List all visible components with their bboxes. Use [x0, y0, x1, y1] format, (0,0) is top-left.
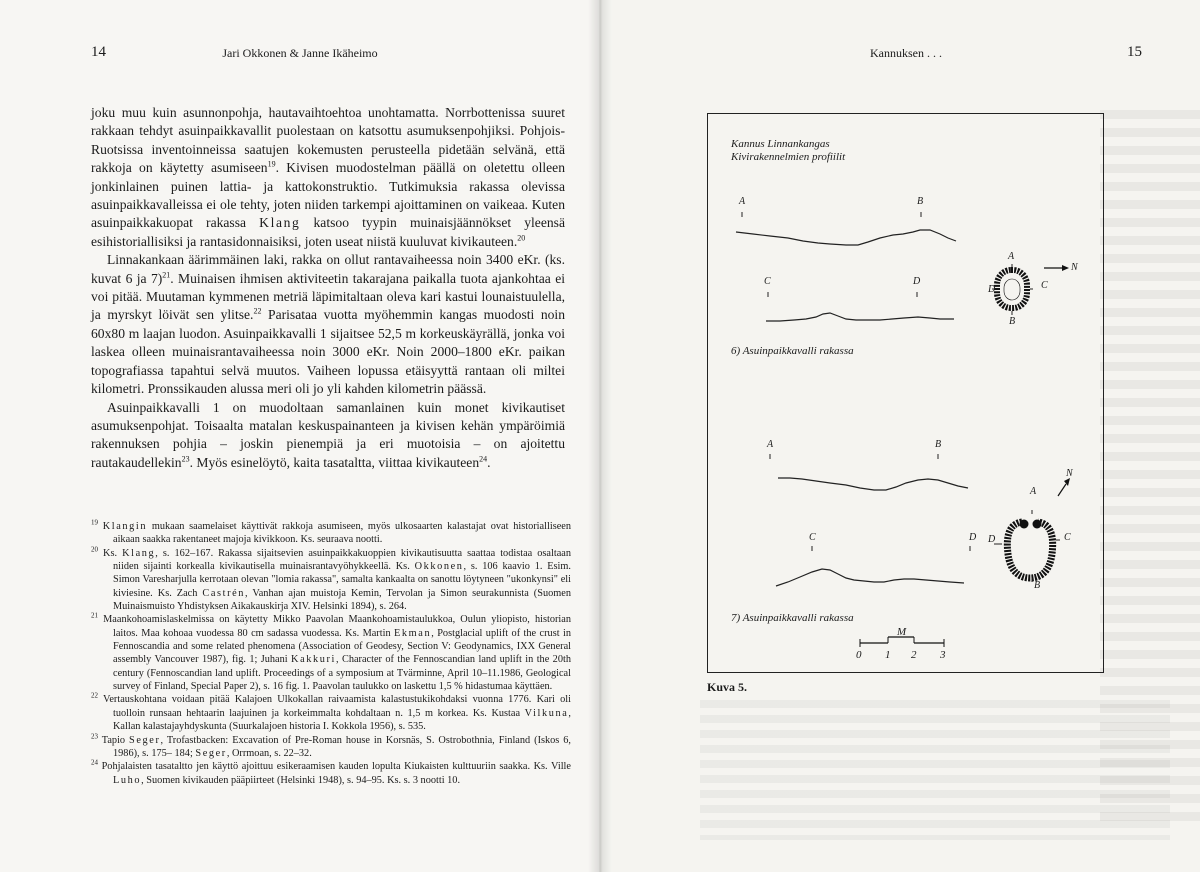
footnote-text-run: Klangin: [102, 521, 148, 532]
body-text-run: 20: [517, 233, 526, 243]
body-text-run: 22: [253, 306, 262, 316]
footnote-text-run: , Trofastbacken: Excavation of Pre-Roman house in Korsnäs, S. Ostrobothnia, Finland (Iskos 6, 1986), s. 175– 184;: [113, 734, 571, 759]
footnote-text-run: Ekman: [394, 627, 432, 639]
footnote-text-run: 24: [91, 758, 98, 767]
body-paragraph: [91, 104, 565, 251]
body-text-run: 19: [267, 159, 276, 169]
footnote-text-run: Maankohoamislaskelmissa on käytetty Mikko Paavolan Maankohoamistaulukkoa, Oulun yliopisto, historian laitos. Maa kohoaa vuodessa 80 cm sadassa vuodessa. Ks. Martin: [98, 614, 571, 639]
footnote: [91, 760, 571, 787]
fig6-plan-b: B: [1009, 316, 1016, 327]
footnote-text-run: Luho: [113, 774, 142, 786]
footnote-text-run: , s. 162–167. Rakassa sijaitsevien asuinpaikkakuoppien kivikautisuutta saattaa todistaa osaltaan niiden sijainti korkealla kivikautisella muinaisrantavyöhykkeellä. Ks.: [113, 547, 571, 573]
book-gutter: [588, 0, 612, 872]
figure-title-line2: Kivirakennelmien profiilit: [731, 151, 846, 163]
fig7-plan-c: C: [1064, 532, 1071, 543]
body-text: [91, 104, 565, 472]
footnote-text-run: 23: [91, 732, 98, 741]
figure-title-line1: Kannus Linnankangas: [731, 138, 830, 150]
body-text-run: Linnakankaan äärimmäinen laki, rakka on ollut rantavaiheessa noin 3400 eKr. (ks. kuvat 6 ja 7): [91, 252, 565, 286]
body-text-run: . Myös esinelöytö, kaita tasataltta, viittaa kivikauteen: [189, 454, 480, 470]
body-text-run: 21: [162, 270, 171, 280]
fig7-plan-b: B: [1034, 580, 1041, 591]
scale-unit-label: M: [897, 626, 907, 638]
footnote-text-run: Castrén: [202, 587, 246, 599]
footnote-text-run: Seger: [129, 734, 161, 746]
fig7-plan-d: D: [988, 534, 996, 545]
body-text-run: 24: [479, 454, 488, 464]
body-text-run: . Kivisen muodostelman päällä on oletettu olleen jonkinlainen puinen lattia- ja kattokonstruktio. Tutkimuksia rakassa olevissa asuinpaikkavalleissa ei ole tehty, joten niiden tarkempi ajoittaminen on vaikeaa. Kuten asuinpaikkakuopat rakassa: [91, 160, 565, 231]
body-text-run: .: [487, 454, 491, 470]
scale-tick-2: 2: [911, 649, 917, 661]
footnote-text-run: Tapio: [98, 734, 130, 746]
body-text-run: . Muinaisen ihmisen aktiviteetin takarajana paikalla tuota ajankohtaa ei voi pitää. Muutaman kymmenen metriä läpimitaltaan oleva kari kastui lounaistuulella, ja myrskyt löivät sen ylitse.: [91, 270, 565, 323]
body-text-run: joku muu kuin asunnonpohja, hautavaihtoehtoa unohtamatta. Norrbottenissa suuret rakkaan tehdyt asuinpaikkavallit puolestaan on katsottu asumuksenpohjiksi. Pohjois-Ruotsissa inventoinneissa saatujen kokemusten perusteella pidetään selvänä, että rakkoja on käytetty asumiseen: [91, 105, 565, 176]
fig7-north-label: N: [1066, 468, 1073, 479]
plan-ring-fig6: [997, 270, 1027, 308]
footnote-text-run: Vilkuna: [524, 707, 569, 719]
scale-tick-3: 3: [940, 649, 946, 661]
footnote: [91, 547, 571, 614]
footnote-text-run: Seger: [195, 747, 227, 759]
scale-bar: [860, 637, 944, 647]
fig6-plan-c: C: [1041, 280, 1048, 291]
footnote-text-run: Vertauskohtana voidaan pitää Kalajoen Ulkokallan raivaamista kalastustukikohdaksi vuonna 1776. Kari oli tuolloin runsaan hehtaarin laajuinen ja korkeimmalta kohdaltaan n. 1,5 m korkea. Ks. Kustaa: [98, 694, 571, 719]
footnote-text-run: 19: [91, 518, 98, 527]
footnote-text-run: 21: [91, 611, 98, 620]
footnote-text-run: Klang: [122, 547, 156, 559]
footnote: [91, 693, 571, 733]
figure-box: [707, 113, 1104, 673]
fig6-plan-a: A: [1008, 251, 1015, 262]
footnote-text-run: , Orrmoan, s. 22–32.: [226, 747, 312, 759]
footnote-text-run: Okkonen: [414, 561, 464, 573]
footnote-text-run: mukaan saamelaiset käyttivät rakkoja asumiseen, myös ulkosaarten kalastajat ovat historialliseen aikaan saakka rakentaneet majoja kivikkoon. Ks. seuraava nootti.: [113, 521, 571, 546]
page-number-left: 14: [91, 44, 106, 60]
fig6-north-label: N: [1071, 262, 1078, 273]
fig6-label-b: B: [917, 196, 924, 207]
footnote-text-run: 20: [91, 545, 98, 554]
profile-line-cd-fig7: [776, 569, 964, 586]
figure-label: Kuva 5.: [707, 680, 748, 694]
body-paragraph: [91, 399, 565, 473]
fig6-label-c: C: [764, 276, 771, 287]
footnote: [91, 613, 571, 693]
footnote-text-run: , Suomen kivikauden pääpiirteet (Helsinki 1948), s. 94–95. Ks. s. 3 nootti 10.: [141, 774, 461, 786]
profile-line-ab-fig6: [736, 230, 956, 245]
footnote-text-run: Ks.: [98, 547, 123, 559]
profile-line-cd-fig6: [766, 313, 954, 321]
footnote-text-run: Pohjalaisten tasataltto jen käyttö ajoittuu esikeraamisen kauden lopulta Kiukaisten kulttuuriin saakka. Ks. Ville: [98, 761, 571, 773]
body-text-run: katsoo tyypin muinaisjäännökset yleensä esihistoriallisiksi ja rantasidonnaisiksi, joten useat niistä kuuluvat kivikauteen.: [91, 215, 565, 249]
body-text-run: Klang: [259, 215, 301, 231]
footnote-text-run: , Vanhan ajan muistoja Kemin, Tervolan ja Simon seurakunnista (Suomen Muinaismuisto Yhdistyksen Aikakauskirja XIV. Helsinki 1894), s. 264.: [113, 587, 571, 613]
fig7-label-c: C: [809, 532, 816, 543]
fig7-label-d: D: [969, 532, 977, 543]
fig7-caption: 7) Asuinpaikkavalli rakassa: [731, 612, 854, 624]
footnote-text-run: , Character of the Fennoscandian land uplift in the 20th century (Fennoscandian land uplift. Proceedings of a symposium at Tvärminne, April 10–11.1986, Geological survey of Finland, Special Paper 2), s. 16 fig. 1. Paavolan taulukko on laskettu 1,5 % hidastumaa käyttäen.: [113, 654, 571, 693]
footnote: [91, 520, 571, 547]
fig6-label-d: D: [913, 276, 921, 287]
scale-tick-0: 0: [856, 649, 862, 661]
running-head-right: Kannuksen . . .: [870, 46, 942, 60]
scale-tick-1: 1: [885, 649, 891, 661]
fig7-label-a: A: [767, 439, 774, 450]
body-text-run: Parisataa vuotta myöhemmin kangas muodosti noin 60x80 m laajan luodon. Asuinpaikkavalli 1 sijaitsee 52,5 m korkeuskäyrällä, jonka voi laskea olleen muinaisrantavaiheessa noin 3000 eKr. Noin 2000–1800 eKr. paikan topografiassa tapahtui selvä muutos. Vaiheen lopussa etäisyyttä rantaan oli miltei kilometri. Pronssikauden alussa meri oli jo yli kahden kilometrin päässä.: [91, 307, 565, 397]
page-number-right: 15: [1127, 44, 1142, 60]
body-text-run: Asuinpaikkavalli 1 on muodoltaan samanlainen kuin monet kivikautiset asumuksenpohjat. Toisaalta matalan keskuspainanteen ja kivisen kehän ympäröimiä rakennuksen pohjia – joskin pienempiä ja eri muotoisia – on ajoitettu rautakaudellekin: [91, 399, 565, 470]
footnote: [91, 734, 571, 761]
footnote-text-run: Kakkuri: [291, 654, 336, 666]
fig7-label-b: B: [935, 439, 942, 450]
footnote-text-run: , Postglacial uplift of the crust in Fennoscandia and some related phenomena (Association of Geodesy, Section V: Geodynamics, IXX General assembly Vancouver 1987), fig. 1; Juhani: [113, 627, 571, 666]
running-head-left: Jari Okkonen & Janne Ikäheimo: [222, 46, 378, 60]
plan-ring-fig7: [1007, 520, 1052, 579]
bleedthrough-texture-bottom: [700, 700, 1170, 840]
body-paragraph: [91, 251, 565, 398]
footnotes: [91, 520, 571, 787]
fig6-plan-d: D: [988, 284, 996, 295]
body-text-run: 23: [181, 454, 190, 464]
fig7-plan-a: A: [1030, 486, 1037, 497]
footnote-text-run: 22: [91, 692, 98, 701]
figure-drawing: [708, 114, 1103, 672]
profile-line-ab-fig7: [778, 478, 968, 490]
footnote-text-run: , s. 106 kaavio 1. Esim. Simon Varesharjulla kerrotaan olevan "lomia rakassa", samalta kankaalta on sanottu löytyneen "ukonkynsi" eli kiviesine. Ks. Zach: [113, 561, 571, 599]
footnote-text-run: , Kallan kalastajayhdyskunta (Suurkalajoen historia I. Kokkola 1956), s. 535.: [113, 707, 571, 733]
fig6-label-a: A: [739, 196, 746, 207]
fig6-caption: 6) Asuinpaikkavalli rakassa: [731, 345, 854, 357]
